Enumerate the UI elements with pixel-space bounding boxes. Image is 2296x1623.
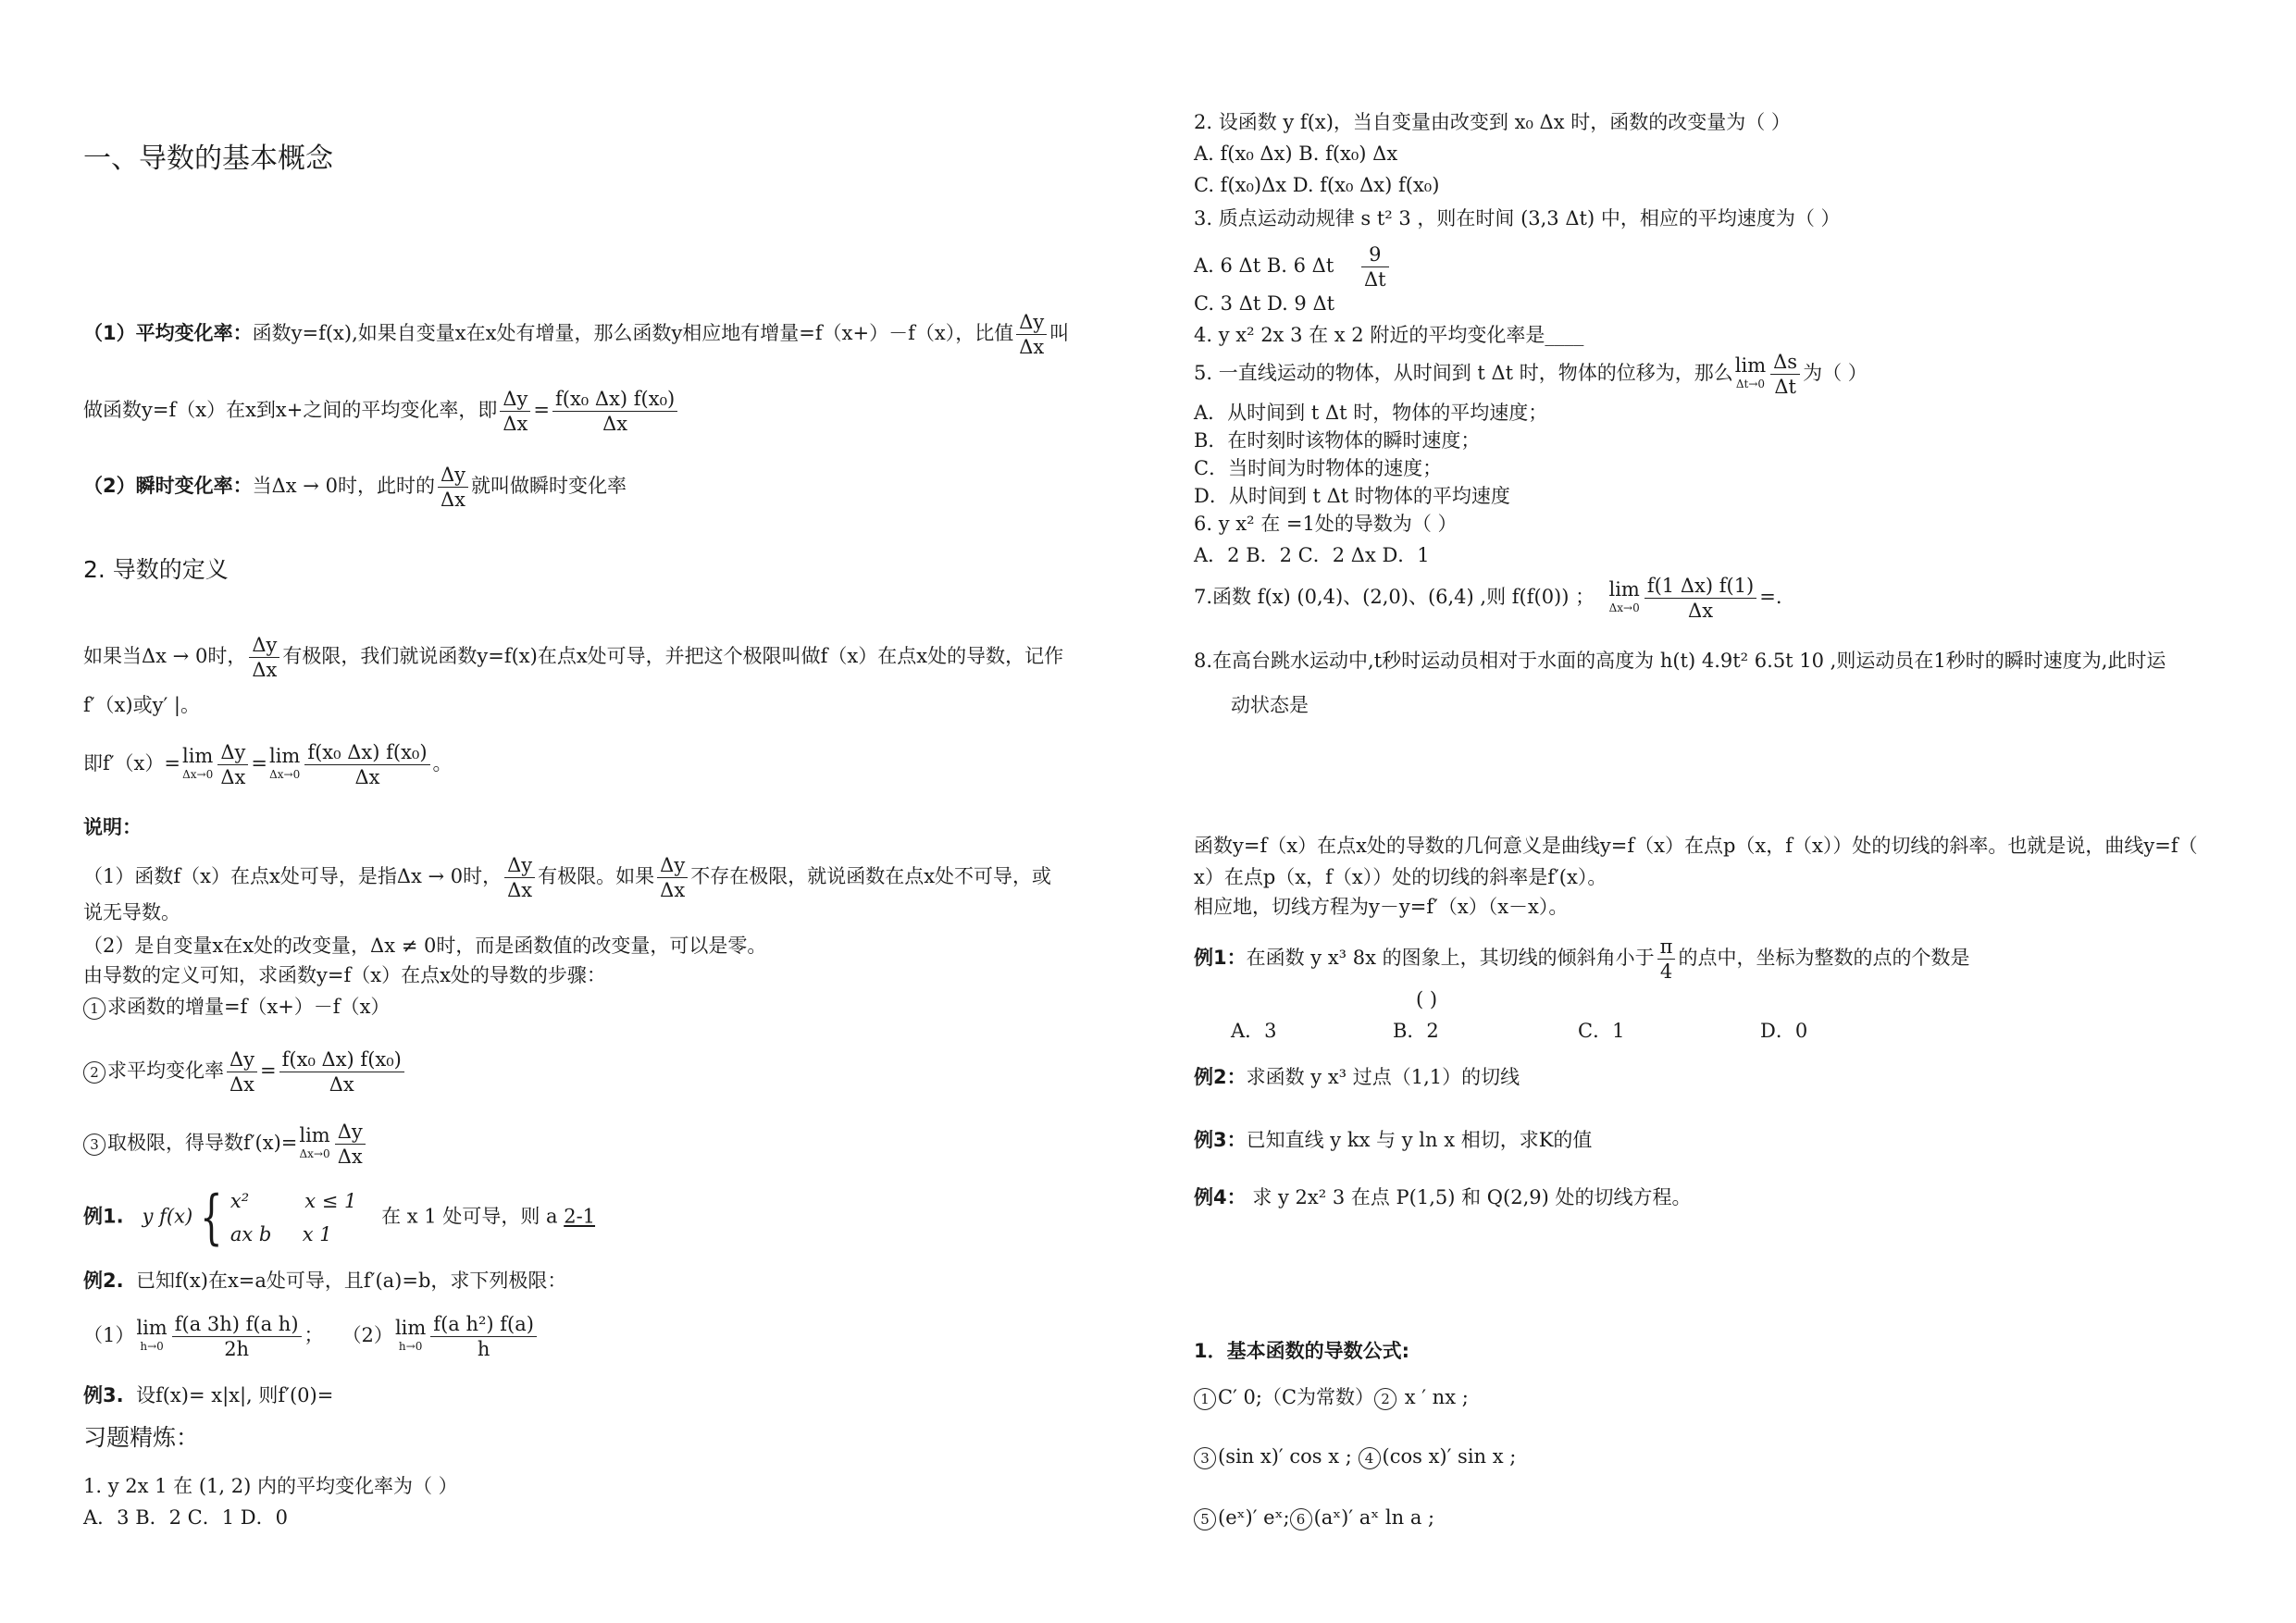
question-3-cd: C. 3 Δt D. 9 Δt	[1194, 292, 1335, 315]
question-8: 8.在高台跳水运动中,t秒时运动员相对于水面的高度为 h(t) 4.9t² 6.5t 10 ,则运动员在1秒时的瞬时速度为,此时运	[1194, 650, 2166, 672]
right-example-1-opt-c: C．1	[1578, 1020, 1625, 1042]
definition-line2: f′（x)或y′ |。	[83, 694, 200, 716]
geometric-meaning-2: x）在点p（x，f（x））处的切线的斜率是f′(x）。	[1194, 866, 1607, 888]
right-example-1-opt-d: D．0	[1760, 1020, 1808, 1042]
steps-title: 由导数的定义可知，求函数y=f（x）在点x处的导数的步骤：	[83, 964, 606, 986]
fraction: $\frac{\Delta y}{\Delta x}$	[1016, 310, 1047, 359]
question-3: 3. 质点运动动规律 s t² 3 ，则在时间 (3,3 Δt) 中，相应的平均速度为（ ）	[1194, 207, 1841, 229]
question-6: 6. y x² 在 =1处的导数为（ ）	[1194, 513, 1458, 535]
question-5-c: C．当时间为时物体的速度；	[1194, 457, 1443, 479]
right-example-4: 例4： 求 y 2x² 3 在点 P(1,5) 和 Q(2,9) 处的切线方程。	[1194, 1186, 1692, 1208]
definition-title: 2. 导数的定义	[83, 556, 229, 583]
definition-line1: 如果当Δx → 0时， $\frac{\Delta y}{\Delta x}$ 有极限，我们就说函数y=f(x)在点x处可导，并把这个极限叫做f（x）在点x处的导数，记作	[83, 634, 1064, 681]
question-1-options: A．3 B．2 C．1 D．0	[83, 1506, 288, 1529]
question-6-options: A．2 B．2 C．2 Δx D．1	[1194, 544, 1430, 566]
geometric-meaning-1: 函数y=f（x）在点x处的导数的几何意义是曲线y=f（x）在点p（x，f（x））处的切线的斜率。也就是说，曲线y=f（	[1194, 835, 2198, 857]
avg-rate-line2: 做函数y=f（x）在x到x+之间的平均变化率，即 $\frac{\Delta y}{\Delta x}$ = $\frac{\text{f(x₀ Δx) f(x₀)}}{\Delta x}$	[83, 387, 680, 436]
example-3: 例3. 设f(x)= x|x|, 则f′(0)=	[83, 1384, 334, 1406]
question-5-b: B．在时刻时该物体的瞬时速度；	[1194, 429, 1481, 452]
question-3-ab: A. 6 Δt B. 6 Δt $\frac{9}{\Delta t}$	[1194, 242, 1392, 291]
step-3: 3 取极限，得导数f′(x)= lim Δx→0 $\frac{\Delta y}{\Delta x}$	[83, 1120, 368, 1169]
section-title: 一、导数的基本概念	[83, 142, 333, 175]
question-4: 4. y x² 2x 3 在 x 2 附近的平均变化率是____	[1194, 324, 1584, 346]
question-1: 1. y 2x 1 在 (1, 2) 内的平均变化率为（ ）	[83, 1475, 458, 1497]
avg-rate-line1: （1）平均变化率：函数y=f(x),如果自变量x在x处有增量，那么函数y相应地有增量=f（x+）－f（x），比值 $\frac{\Delta y}{\Delta x}$ 叫	[83, 311, 1070, 358]
example-1: 例1. y f(x) { x² x ≤ 1 ax b x 1 在 x 1 处可导，则 a 2-1	[83, 1183, 596, 1252]
right-example-1: 例1：在函数 y x³ 8x 的图象上，其切线的倾斜角小于 $\frac{\pi}{4}$ 的点中，坐标为整数的点的个数是	[1194, 935, 1970, 983]
right-example-1-paren: ( )	[1416, 988, 1438, 1010]
example-2-parts: （1） lim h→0 $\frac{\text{f(a 3h) f(a h)}}{2h}$ ； （2） lim h→0 $\frac{\text{f(a h²) f(a)}}{h}$	[83, 1312, 540, 1361]
note-1: （1）函数f（x）在点x处可导，是指Δx → 0时， $\frac{\Delta y}{\Delta x}$ 有极限。如果 $\frac{\Delta y}{\Delta x}$ 不存在极限，就说函数在点x处不可导，或	[83, 854, 1052, 901]
question-2-ab: A. f(x₀ Δx) B. f(x₀) Δx	[1194, 142, 1398, 165]
note-2: （2）是自变量x在x处的改变量，Δx ≠ 0时，而是函数值的改变量，可以是零。	[83, 935, 767, 957]
formula-line-2: 3 (sin x)′ cos x ; 4 (cos x)′ sin x ;	[1194, 1443, 1516, 1469]
question-2-cd: C. f(x₀)Δx D. f(x₀ Δx) f(x₀)	[1194, 174, 1440, 196]
inst-rate-line: （2）瞬时变化率：当Δx → 0时，此时的 $\frac{\Delta y}{\Delta x}$ 就叫做瞬时变化率	[83, 464, 627, 511]
practice-title: 习题精炼：	[83, 1424, 200, 1451]
formula-line-3: 5 (eˣ)′ eˣ; 6 (aˣ)′ aˣ ln a ;	[1194, 1505, 1434, 1530]
question-5-a: A．从时间到 t Δt 时，物体的平均速度；	[1194, 402, 1548, 424]
formula-title: 1．基本函数的导数公式:	[1194, 1340, 1410, 1362]
note-1-cont: 说无导数。	[83, 901, 180, 923]
fraction: $\frac{\text{f(x₀ Δx) f(x₀)}}{\Delta x}$	[552, 387, 677, 436]
question-5: 5. 一直线运动的物体，从时间到 t Δt 时，物体的位移为，那么 lim Δt→0 $\frac{\Delta s}{\Delta t}$ 为（ ）	[1194, 351, 1868, 398]
question-7: 7.函数 f(x) (0,4)、(2,0)、(6,4) ,则 f(f(0)) ； lim Δx→0 $\frac{f(1 \Delta x) f(1)}{\Delta x}$ =.	[1194, 575, 1782, 622]
right-example-1-opt-b: B．2	[1393, 1020, 1439, 1042]
notes-title: 说明：	[83, 816, 142, 838]
right-example-2: 例2：求函数 y x³ 过点（1,1）的切线	[1194, 1066, 1520, 1088]
example-2: 例2. 已知f(x)在x=a处可导，且f′(a)=b，求下列极限：	[83, 1270, 567, 1292]
question-2: 2. 设函数 y f(x)，当自变量由改变到 x₀ Δx 时，函数的改变量为（ ）	[1194, 111, 1791, 133]
definition-formula: 即f′（x）= lim Δx→0 $\frac{\Delta y}{\Delta x}$ = lim Δx→0 $\frac{\text{f(x₀ Δx) f(x₀)}}{\Delta x}$ 。	[83, 741, 453, 788]
right-example-3: 例3：已知直线 y kx 与 y ln x 相切，求K的值	[1194, 1129, 1593, 1151]
step-2: 2 求平均变化率 $\frac{\Delta y}{\Delta x}$ = $\frac{\text{f(x₀ Δx) f(x₀)}}{\Delta x}$	[83, 1047, 407, 1096]
question-5-d: D．从时间到 t Δt 时物体的平均速度	[1194, 485, 1510, 507]
step-1: 1 求函数的增量=f（x+）－f（x）	[83, 994, 390, 1020]
right-example-1-opt-a: A．3	[1231, 1020, 1277, 1042]
formula-line-1: 1 C′ 0;（C为常数） 2 x ′ nx ;	[1194, 1384, 1469, 1410]
geometric-meaning-3: 相应地，切线方程为y－y=f′（x）（x－x）。	[1194, 896, 1569, 918]
question-8-cont: 动状态是	[1231, 694, 1309, 716]
